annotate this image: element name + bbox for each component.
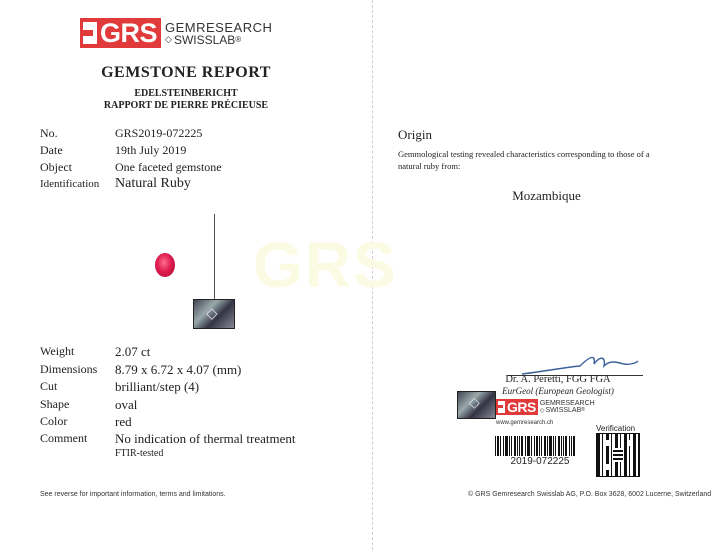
verification-label: Verification [596, 424, 636, 433]
origin-heading: Origin [398, 127, 432, 142]
field-dimensions: Dimensions 8.79 x 6.72 x 4.07 (mm) [40, 362, 242, 377]
field-weight: Weight 2.07 ct [40, 344, 151, 359]
logo-small-line1: GEMRESEARCH [539, 400, 595, 407]
comment-note: FTIR-tested [115, 448, 164, 459]
origin-country: Mozambique [512, 188, 581, 203]
hologram-diamond-icon-small: ◇ [469, 396, 480, 411]
diamond-icon-small: ◇ [539, 407, 545, 414]
field-identification: Identification Natural Ruby [40, 176, 191, 191]
report-title-french: RAPPORT DE PIERRE PRÉCIEUSE [103, 100, 269, 111]
hologram-seal-small [457, 391, 496, 419]
grs-watermark: GRS [253, 229, 398, 301]
logo-line1: GEMRESEARCH [165, 19, 273, 35]
field-color: Color red [40, 414, 132, 429]
grs-flag-icon-small [498, 401, 505, 413]
pointer-line [214, 214, 215, 299]
barcode-text: 2019-072225 [510, 456, 570, 467]
grs-logo [80, 18, 272, 48]
origin-text: Gemmological testing revealed characteristics corresponding to those of a natural ruby from: [398, 149, 650, 171]
grs-logo-small [496, 399, 595, 415]
grs-flag-icon [83, 22, 97, 44]
logo-small-registered: ® [581, 407, 585, 413]
report-right-page [253, 0, 720, 550]
field-object: Object One faceted gemstone [40, 160, 222, 174]
field-cut: Cut brilliant/step (4) [40, 379, 200, 394]
hologram-diamond-icon: ◇ [206, 306, 218, 322]
signatory-name: Dr. A. Peretti, FGG FGA [505, 374, 611, 385]
website-link[interactable]: www.gemresearch.ch [496, 420, 554, 426]
hologram-seal [193, 299, 235, 329]
logo-line2: SWISSLAB [173, 32, 236, 47]
signatory-title: EurGeol (European Geologist) [502, 386, 614, 396]
logo-registered: ® [235, 34, 242, 44]
grs-mark-small: GRS [507, 399, 536, 415]
diamond-icon: ◇ [165, 34, 172, 44]
barcode [495, 436, 575, 456]
field-date: Date 19th July 2019 [40, 143, 187, 157]
logo-small-line2: SWISSLAB [545, 407, 582, 414]
field-comment: Comment No indication of thermal treatment [40, 431, 296, 446]
report-title-german: EDELSTEINBERICHT [134, 88, 238, 99]
ruby-photo [155, 253, 175, 277]
report-title: GEMSTONE REPORT [101, 64, 271, 81]
footer-copyright: © GRS Gemresearch Swisslab AG, P.O. Box 3628, 6002 Lucerne, Switzerland [468, 491, 712, 498]
verification-qr-code[interactable] [597, 434, 639, 476]
grs-mark: GRS [100, 17, 158, 48]
footer-note: See reverse for important information, terms and limitations. [40, 491, 226, 498]
field-number: No. GRS2019-072225 [40, 126, 203, 140]
field-shape: Shape oval [40, 397, 138, 412]
